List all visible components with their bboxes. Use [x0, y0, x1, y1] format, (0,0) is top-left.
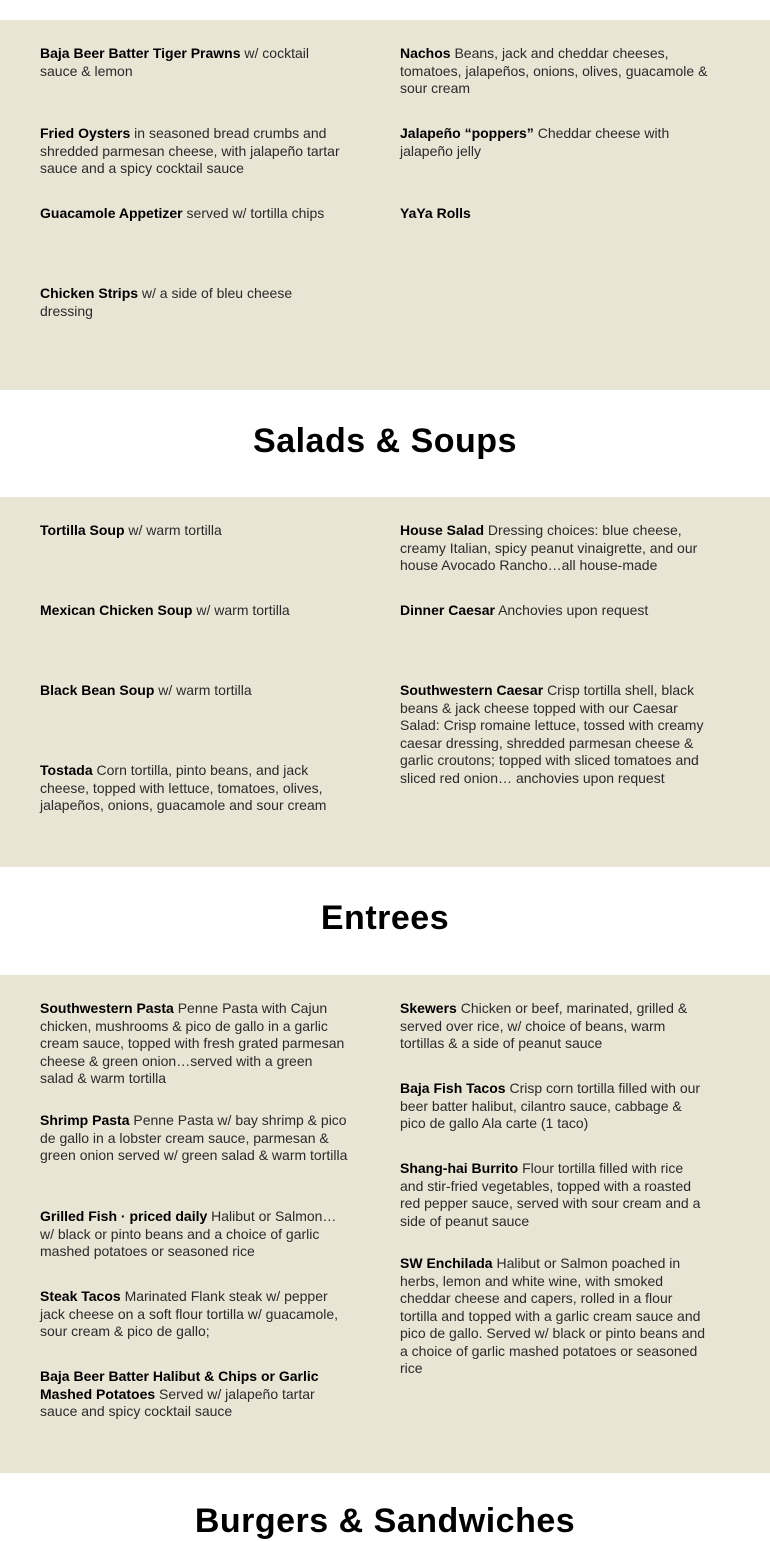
menu-item — [400, 522, 708, 575]
menu-item — [40, 522, 348, 540]
menu-item — [400, 1080, 708, 1133]
appetizers-section — [0, 20, 770, 390]
item-name: Tortilla Soup — [40, 522, 125, 538]
menu-item — [40, 1000, 348, 1088]
menu-item — [400, 1160, 708, 1230]
item-description: Marinated Flank steak w/ pepper jack cheese on a soft flour tortilla w/ guacamole, sour cream & pico de gallo; — [40, 1288, 339, 1339]
menu-item — [40, 1368, 348, 1421]
item-description: Anchovies upon request — [498, 602, 649, 618]
menu-item — [400, 125, 708, 160]
item-name: Chicken Strips — [40, 285, 139, 301]
item-name: Southwestern Pasta — [40, 1000, 174, 1016]
section-heading-entrees: Entrees — [320, 899, 450, 937]
menu-item — [40, 205, 348, 223]
item-description: w/ a side of bleu cheese dressing — [40, 285, 293, 319]
item-name: Baja Beer Batter Tiger Prawns — [40, 45, 241, 61]
item-name: Skewers — [400, 1000, 457, 1016]
item-description: Flour tortilla filled with rice and stir-fried vegetables, topped with a roasted red pepper sauce, served with sour cream and a side of peanut sauce — [400, 1160, 701, 1229]
menu-item — [40, 1112, 348, 1165]
item-description: w/ warm tortilla — [158, 682, 252, 698]
menu-item — [400, 205, 708, 223]
entrees-section — [0, 975, 770, 1473]
item-description: w/ warm tortilla — [128, 522, 222, 538]
item-name: SW Enchilada — [400, 1255, 493, 1271]
item-description: Halibut or Salmon poached in herbs, lemon and white wine, with smoked cheddar cheese and capers, rolled in a flour tortilla and topped with a garlic cream sauce and pico de gallo. Served w/ black or pinto beans and a choice of garlic mashed potatoes or seasoned rice — [400, 1255, 706, 1376]
menu-item — [400, 602, 708, 620]
item-description: w/ warm tortilla — [196, 602, 290, 618]
item-name: Shang-hai Burrito — [400, 1160, 519, 1176]
menu-item — [400, 682, 708, 787]
item-name: Jalapeño “poppers” — [400, 125, 534, 141]
menu-item — [400, 1000, 708, 1053]
menu-item — [40, 125, 348, 178]
menu-item — [40, 1208, 348, 1261]
item-name: Grilled Fish · priced daily — [40, 1208, 208, 1224]
item-name: Black Bean Soup — [40, 682, 155, 698]
item-description: Penne Pasta w/ bay shrimp & pico de gallo in a lobster cream sauce, parmesan & green onion served w/ green salad & warm tortilla — [40, 1112, 348, 1163]
salads-soups-section — [0, 497, 770, 867]
item-description: Beans, jack and cheddar cheeses, tomatoes, jalapeños, onions, olives, guacamole & sour cream — [400, 45, 708, 96]
item-name: Southwestern Caesar — [400, 682, 544, 698]
item-name: House Salad — [400, 522, 485, 538]
item-description: Served w/ jalapeño tartar sauce and spicy cocktail sauce — [40, 1385, 315, 1419]
menu-item — [40, 602, 348, 620]
item-name: Steak Tacos — [40, 1288, 121, 1304]
item-description: Penne Pasta with Cajun chicken, mushrooms & pico de gallo in a garlic cream sauce, topped with fresh grated parmesan cheese & green onion…served with a green salad & warm tortilla — [40, 1000, 345, 1086]
item-name: Tostada — [40, 762, 93, 778]
item-description: Dressing choices: blue cheese, creamy Italian, spicy peanut vinaigrette, and our house Avocado Rancho…all house-made — [400, 522, 698, 573]
item-description: Chicken or beef, marinated, grilled & served over rice, w/ choice of beans, warm tortillas & a side of peanut sauce — [400, 1000, 688, 1051]
item-description: Crisp tortilla shell, black beans & jack cheese topped with our Caesar Salad: Crisp romaine lettuce, tossed with creamy caesar dressing, shredded parmesan cheese & garlic croutons; topped with sliced tomatoes and sliced red onion… anchovies upon request — [400, 682, 704, 786]
item-description: Crisp corn tortilla filled with our beer batter halibut, cilantro sauce, cabbage & pico de gallo Ala carte (1 taco) — [400, 1080, 701, 1131]
item-name: Fried Oysters — [40, 125, 131, 141]
item-description: w/ cocktail sauce & lemon — [40, 45, 309, 79]
menu-item — [40, 45, 348, 80]
item-description: served w/ tortilla chips — [186, 205, 325, 221]
item-name: Dinner Caesar — [400, 602, 495, 618]
item-name: Guacamole Appetizer — [40, 205, 183, 221]
item-description: in seasoned bread crumbs and shredded parmesan cheese, with jalapeño tartar sauce and a spicy cocktail sauce — [40, 125, 340, 176]
item-description: Cheddar cheese with jalapeño jelly — [400, 125, 670, 159]
menu-item — [400, 1255, 708, 1378]
item-name: Shrimp Pasta — [40, 1112, 130, 1128]
section-heading-salads-soups: Salads & Soups — [253, 422, 517, 460]
item-name: YaYa Rolls — [400, 205, 471, 221]
menu-item — [40, 1288, 348, 1341]
item-name: Nachos — [400, 45, 451, 61]
item-name: Mexican Chicken Soup — [40, 602, 193, 618]
menu-item — [400, 45, 708, 98]
menu-item — [40, 682, 348, 700]
item-name: Baja Fish Tacos — [400, 1080, 506, 1096]
menu-item — [40, 762, 348, 815]
menu-item — [40, 285, 348, 320]
item-name: Baja Beer Batter Halibut & Chips or Garlic Mashed Potatoes — [40, 1368, 319, 1402]
item-description: Corn tortilla, pinto beans, and jack cheese, topped with lettuce, tomatoes, olives, jalapeños, onions, guacamole and sour cream — [40, 762, 327, 813]
section-heading-burgers-sandwiches: Burgers & Sandwiches — [194, 1502, 576, 1540]
item-description: Halibut or Salmon…w/ black or pinto beans and a choice of garlic mashed potatoes or seasoned rice — [40, 1208, 337, 1259]
